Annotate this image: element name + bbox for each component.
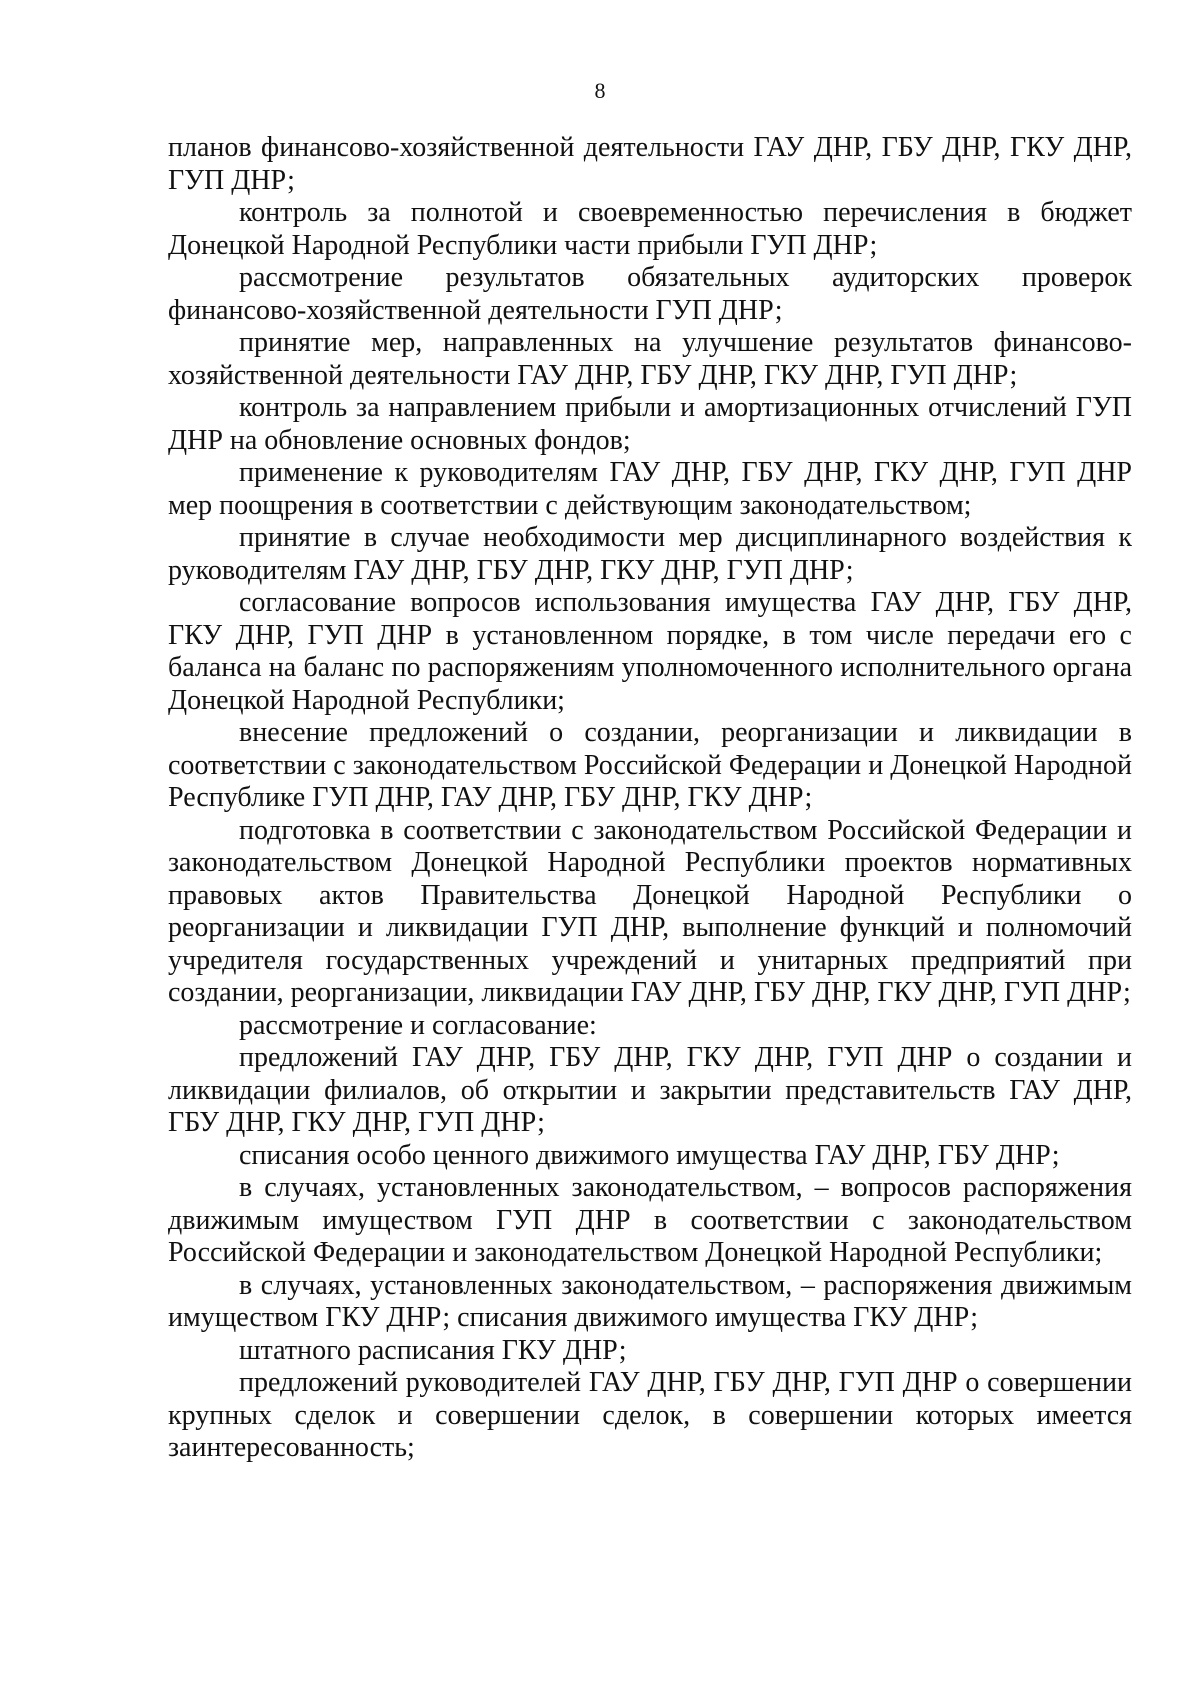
paragraph-13: списания особо ценного движимого имущества ГАУ ДНР, ГБУ ДНР; [239, 1139, 1060, 1171]
paragraph-11: рассмотрение и согласование: [239, 1009, 597, 1041]
paragraph-15: в случаях, установленных законодательством, – распоряжения движимым имуществом ГКУ ДНР; списания движимого имущества ГКУ ДНР; [168, 1269, 1132, 1333]
paragraph-8: согласование вопросов использования имущества ГАУ ДНР, ГБУ ДНР, ГКУ ДНР, ГУП ДНР в установленном порядке, в том числе передачи его с баланса на баланс по распоряжениям уполномоченного исполнительного органа Донецкой Народной Республики; [168, 587, 1132, 716]
paragraph-5: контроль за направлением прибыли и амортизационных отчислений ГУП ДНР на обновление основных фондов; [168, 392, 1132, 456]
paragraph-4: принятие мер, направленных на улучшение результатов финансово-хозяйственной деятельности ГАУ ДНР, ГБУ ДНР, ГКУ ДНР, ГУП ДНР; [168, 327, 1132, 391]
paragraph-17: предложений руководителей ГАУ ДНР, ГБУ ДНР, ГУП ДНР о совершении крупных сделок и совершении сделок, в совершении которых имеется заинтересованность; [168, 1367, 1132, 1463]
paragraph-7: принятие в случае необходимости мер дисциплинарного воздействия к руководителям ГАУ ДНР, ГБУ ДНР, ГКУ ДНР, ГУП ДНР; [168, 522, 1132, 586]
document-body [168, 132, 1132, 1465]
paragraph-1: планов финансово-хозяйственной деятельности ГАУ ДНР, ГБУ ДНР, ГКУ ДНР, ГУП ДНР; [168, 132, 1132, 196]
paragraph-9: внесение предложений о создании, реорганизации и ликвидации в соответствии с законодательством Российской Федерации и Донецкой Народной Республике ГУП ДНР, ГАУ ДНР, ГБУ ДНР, ГКУ ДНР; [168, 717, 1132, 813]
paragraph-12: предложений ГАУ ДНР, ГБУ ДНР, ГКУ ДНР, ГУП ДНР о создании и ликвидации филиалов, об открытии и закрытии представительств ГАУ ДНР, ГБУ ДНР, ГКУ ДНР, ГУП ДНР; [168, 1042, 1132, 1138]
paragraph-10: подготовка в соответствии с законодательством Российской Федерации и законодательством Донецкой Народной Республики проектов нормативных правовых актов Правительства Донецкой Народной Республики о реорганизации и ликвидации ГУП ДНР, выполнение функций и полномочий учредителя государственных учреждений и унитарных предприятий при создании, реорганизации, ликвидации ГАУ ДНР, ГБУ ДНР, ГКУ ДНР, ГУП ДНР; [168, 814, 1132, 1008]
page-number: 8 [594, 78, 606, 103]
paragraph-3: рассмотрение результатов обязательных аудиторских проверок финансово-хозяйственной деятельности ГУП ДНР; [168, 262, 1132, 326]
paragraph-16: штатного расписания ГКУ ДНР; [239, 1334, 627, 1366]
paragraph-6: применение к руководителям ГАУ ДНР, ГБУ ДНР, ГКУ ДНР, ГУП ДНР мер поощрения в соответствии с действующим законодательством; [168, 457, 1132, 521]
paragraph-14: в случаях, установленных законодательством, – вопросов распоряжения движимым имуществом ГУП ДНР в соответствии с законодательством Российской Федерации и законодательством Донецкой Народной Республики; [168, 1172, 1132, 1268]
paragraph-2: контроль за полнотой и своевременностью перечисления в бюджет Донецкой Народной Республики части прибыли ГУП ДНР; [168, 197, 1132, 261]
